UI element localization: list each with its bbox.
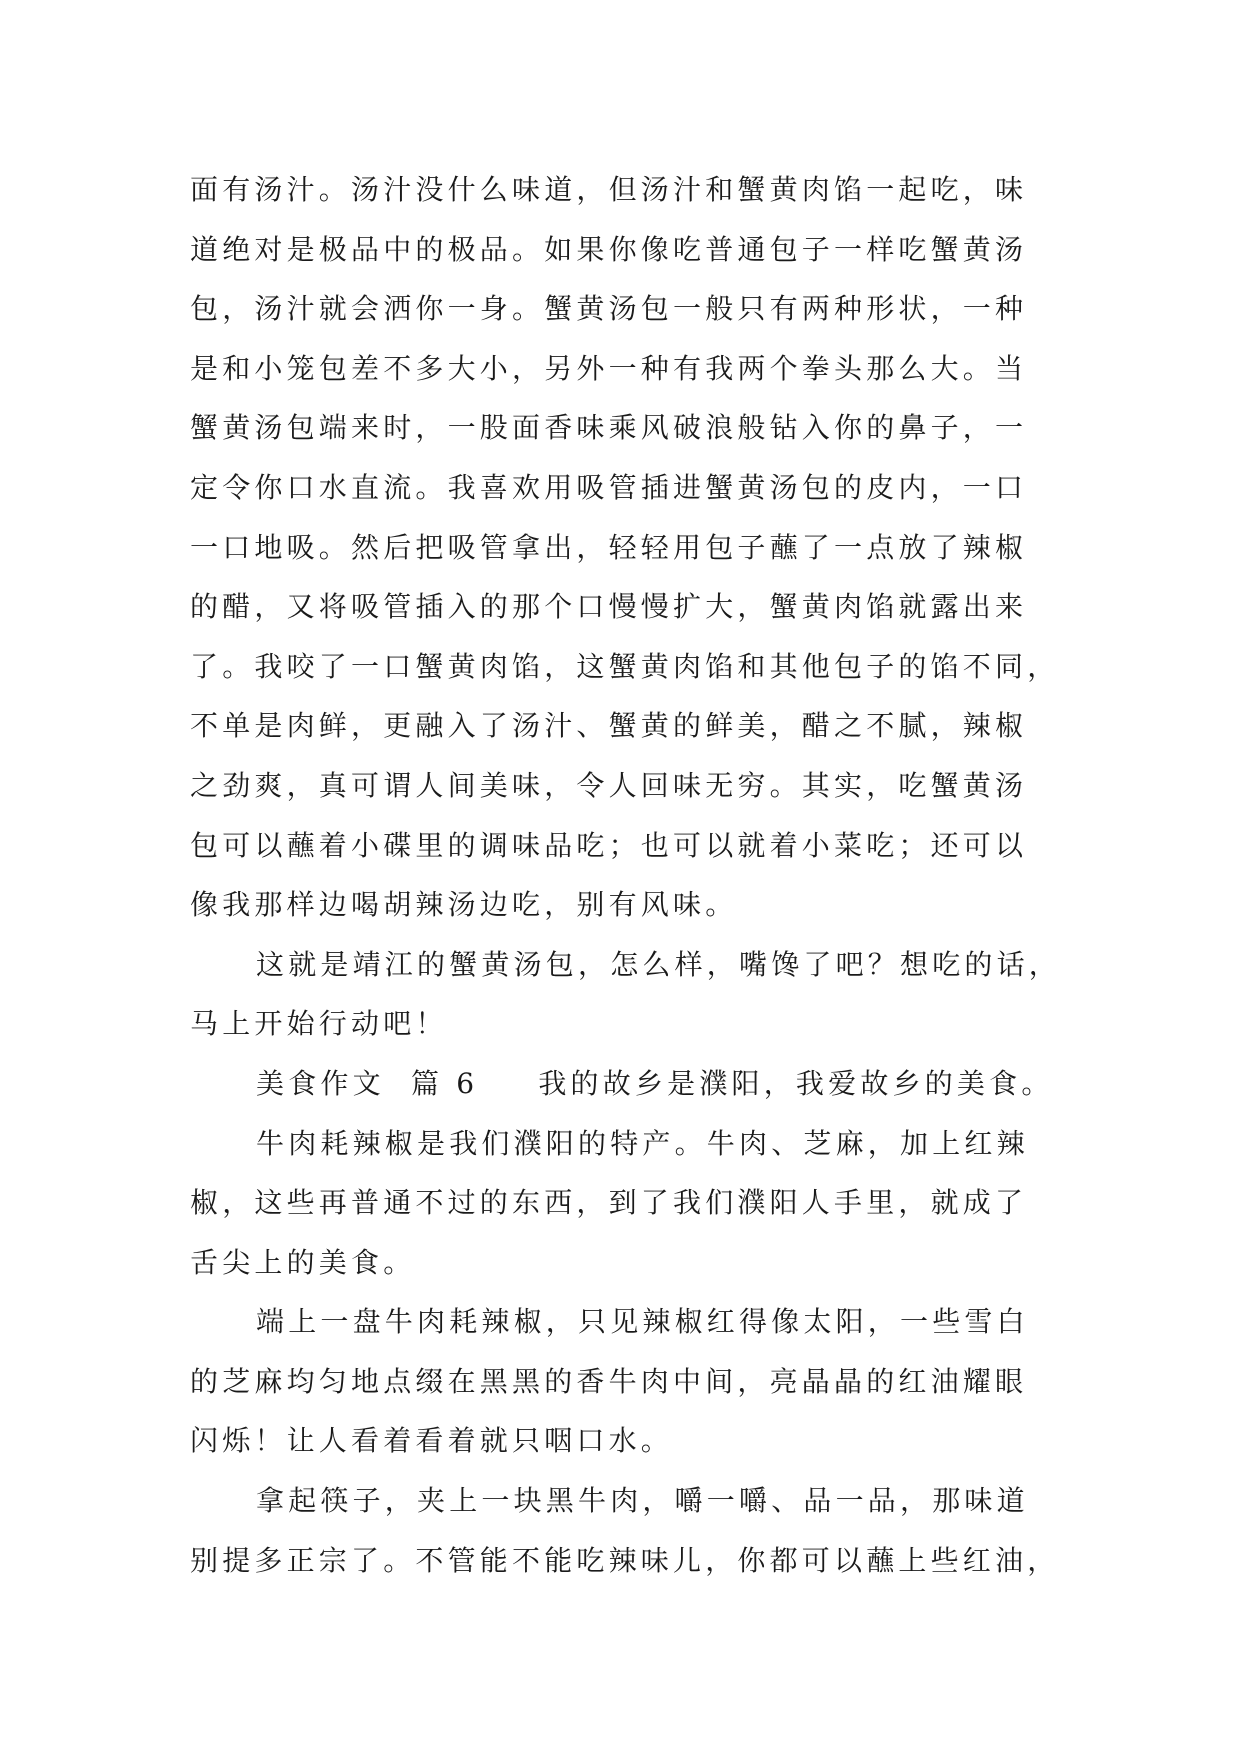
- body-line: 一口地吸。然后把吸管拿出，轻轻用包子蘸了一点放了辣椒: [190, 530, 1028, 564]
- body-line: 是和小笼包差不多大小，另外一种有我两个拳头那么大。当: [190, 351, 1028, 385]
- body-line: 别提多正宗了。不管能不能吃辣味儿，你都可以蘸上些红油，: [190, 1543, 1060, 1577]
- paragraph-start-line: 牛肉耗辣椒是我们濮阳的特产。牛肉、芝麻，加上红辣: [256, 1126, 1029, 1160]
- body-line: 面有汤汁。汤汁没什么味道，但汤汁和蟹黄肉馅一起吃，味: [190, 173, 1028, 206]
- body-line: 道绝对是极品中的极品。如果你像吃普通包子一样吃蟹黄汤: [190, 232, 1028, 266]
- body-line: 闪烁！让人看着看着就只咽口水。: [190, 1424, 674, 1458]
- body-line: 舌尖上的美食。: [190, 1245, 416, 1279]
- section-heading-text: 我的故乡是濮阳，我爱故乡的美食。: [538, 1066, 1054, 1100]
- body-line: 了。我咬了一口蟹黄肉馅，这蟹黄肉馅和其他包子的馅不同，: [190, 649, 1060, 683]
- body-line: 马上开始行动吧！: [190, 1007, 448, 1041]
- body-line: 之劲爽，真可谓人间美味，令人回味无穷。其实，吃蟹黄汤: [190, 768, 1028, 802]
- body-line: 定令你口水直流。我喜欢用吸管插进蟹黄汤包的皮内，一口: [190, 470, 1028, 504]
- section-heading-line: [190, 1054, 1070, 1114]
- paragraph-start-line: 拿起筷子，夹上一块黑牛肉，嚼一嚼、品一品，那味道: [256, 1484, 1029, 1518]
- body-line: 蟹黄汤包端来时，一股面香味乘风破浪般钻入你的鼻子，一: [190, 411, 1028, 445]
- body-line: 像我那样边喝胡辣汤边吃，别有风味。: [190, 888, 738, 922]
- section-heading-title: 美食作文 篇 6: [256, 1066, 479, 1100]
- body-line: 的芝麻均匀地点缀在黑黑的香牛肉中间，亮晶晶的红油耀眼: [190, 1364, 1028, 1398]
- body-line: 不单是肉鲜，更融入了汤汁、蟹黄的鲜美，醋之不腻，辣椒: [190, 709, 1028, 743]
- paragraph-start-line: 端上一盘牛肉耗辣椒，只见辣椒红得像太阳，一些雪白: [256, 1305, 1029, 1339]
- body-line: 包可以蘸着小碟里的调味品吃；也可以就着小菜吃；还可以: [190, 828, 1028, 862]
- body-line: 的醋，又将吸管插入的那个口慢慢扩大，蟹黄肉馅就露出来: [190, 590, 1028, 624]
- paragraph-start-line: 这就是靖江的蟹黄汤包，怎么样，嘴馋了吧？想吃的话，: [256, 947, 1062, 981]
- body-line: 包，汤汁就会洒你一身。蟹黄汤包一般只有两种形状，一种: [190, 292, 1028, 326]
- body-line: 椒，这些再普通不过的东西，到了我们濮阳人手里，就成了: [190, 1186, 1028, 1220]
- article-body: [190, 160, 1070, 1590]
